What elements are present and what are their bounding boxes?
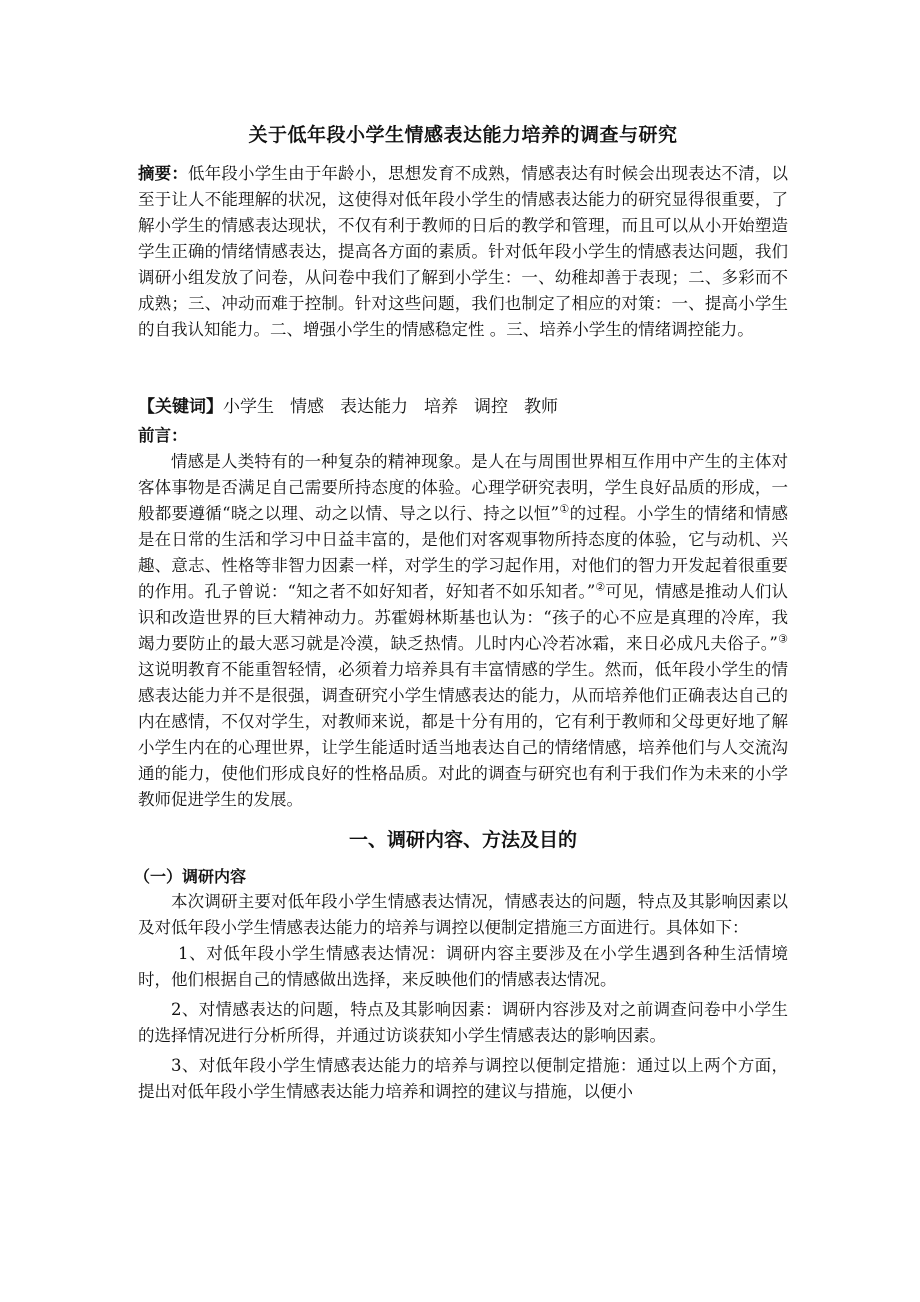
spacer <box>138 343 788 393</box>
section-heading: 一、调研内容、方法及目的 <box>348 829 577 851</box>
foreword-text: 这说明教育不能重智轻情，必须着力培养具有丰富情感的学生。然而，低年段小学生的情感表达能力并不是很强，调查研究小学生情感表达的能力，从而培养他们正确表达自己的内在感情，不仅对学生，对教师来说，都是十分有用的，它有利于教师和父母更好地了解小学生内在的心理世界，让学生能适时适当地表达自己的情绪情感，培养他们与人交流沟通的能力，使他们形成良好的性格品质。对此的调查与研究也有利于我们作为未来的小学教师促进学生的发展。 <box>138 660 788 809</box>
sub-heading: （一）调研内容 <box>134 867 247 886</box>
abstract-label: 摘要： <box>138 164 189 183</box>
foreword-label: 前言： <box>138 426 188 445</box>
abstract-text: 低年段小学生由于年龄小，思想发育不成熟，情感表达有时候会出现表达不清，以至于让人不能理解的状况，这使得对低年段小学生的情感表达能力的研究显得很重要，了解小学生的情感表达现状，不仅有利于教师的日后的教学和管理，而且可以从小开始塑造学生正确的情绪情感表达，提高各方面的素质。针对低年段小学生的情感表达问题，我们调研小组发放了问卷，从问卷中我们了解到小学生：一、幼稚却善于表现；二、多彩而不成熟；三、冲动而难于控制。针对这些问题，我们也制定了相应的对策：一、提高小学生的自我认知能力。二、增强小学生的情感稳定性 。三、培养小学生的情绪调控能力。 <box>138 164 789 339</box>
abstract-paragraph <box>138 161 788 343</box>
foreword-text: 情感是人类特有的一种复杂的精神现象。是人在与周围世界相互作用中产生的主体对客体事物是否满足自己需要所持态度的体验。心理学研究表明，学生良好品质的形成，一般都要遵循“晓之以理、动之以情、导之以行、持之以恒” <box>138 452 788 523</box>
keyword: 调控 <box>474 397 508 417</box>
keyword: 小学生 <box>223 397 274 417</box>
keyword: 培养 <box>424 397 458 417</box>
page-content <box>134 120 789 1105</box>
page-title: 关于低年段小学生情感表达能力培养的调查与研究 <box>248 124 678 146</box>
footnote-marker: ② <box>595 580 606 594</box>
footnote-marker: ③ <box>777 632 788 646</box>
keywords-line <box>138 393 788 421</box>
list-item: 2、对情感表达的问题，特点及其影响因素：调研内容涉及对之前调查问卷中小学生的选择情况进行分析所得，并通过访谈获知小学生情感表达的影响因素。 <box>138 1000 788 1045</box>
keyword: 表达能力 <box>340 397 408 417</box>
foreword-text: 可见，情感是推动人们认识和改造世界的巨大精神动力。苏霍姆林斯基也认为：“孩子的心不应是真理的冷库，我竭力要防止的最大恶习就是冷漠，缺乏热情。儿时内心冷若冰霜，来日必成凡夫俗子。” <box>138 582 789 653</box>
list-item: 1、对低年段小学生情感表达情况：调研内容主要涉及在小学生遇到各种生活情境时，他们根据自己的情感做出选择，来反映他们的情感表达情况。 <box>138 944 788 989</box>
foreword-text: 的过程。小学生的情绪和情感是在日常的生活和学习中日益丰富的，是他们对客观事物所持态度的体验，它与动机、兴趣、意志、性格等非智力因素一样，对学生的学习起作用，对他们的智力开发起着很重要的作用。孔子曾说：“知之者不如好知者，好知者不如乐知者。” <box>138 504 788 601</box>
keyword: 教师 <box>524 397 558 417</box>
keyword: 情感 <box>290 397 324 417</box>
keywords-label: 【关键词】 <box>138 397 223 417</box>
section-intro: 本次调研主要对低年段小学生情感表达情况，情感表达的问题，特点及其影响因素以及对低年段小学生情感表达能力的培养与调控以便制定措施三方面进行。具体如下： <box>138 892 788 937</box>
foreword-paragraph <box>138 449 788 813</box>
footnote-marker: ① <box>559 502 570 516</box>
list-item: 3、对低年段小学生情感表达能力的培养与调控以便制定措施：通过以上两个方面，提出对低年段小学生情感表达能力培养和调控的建议与措施，以便小 <box>138 1056 788 1101</box>
